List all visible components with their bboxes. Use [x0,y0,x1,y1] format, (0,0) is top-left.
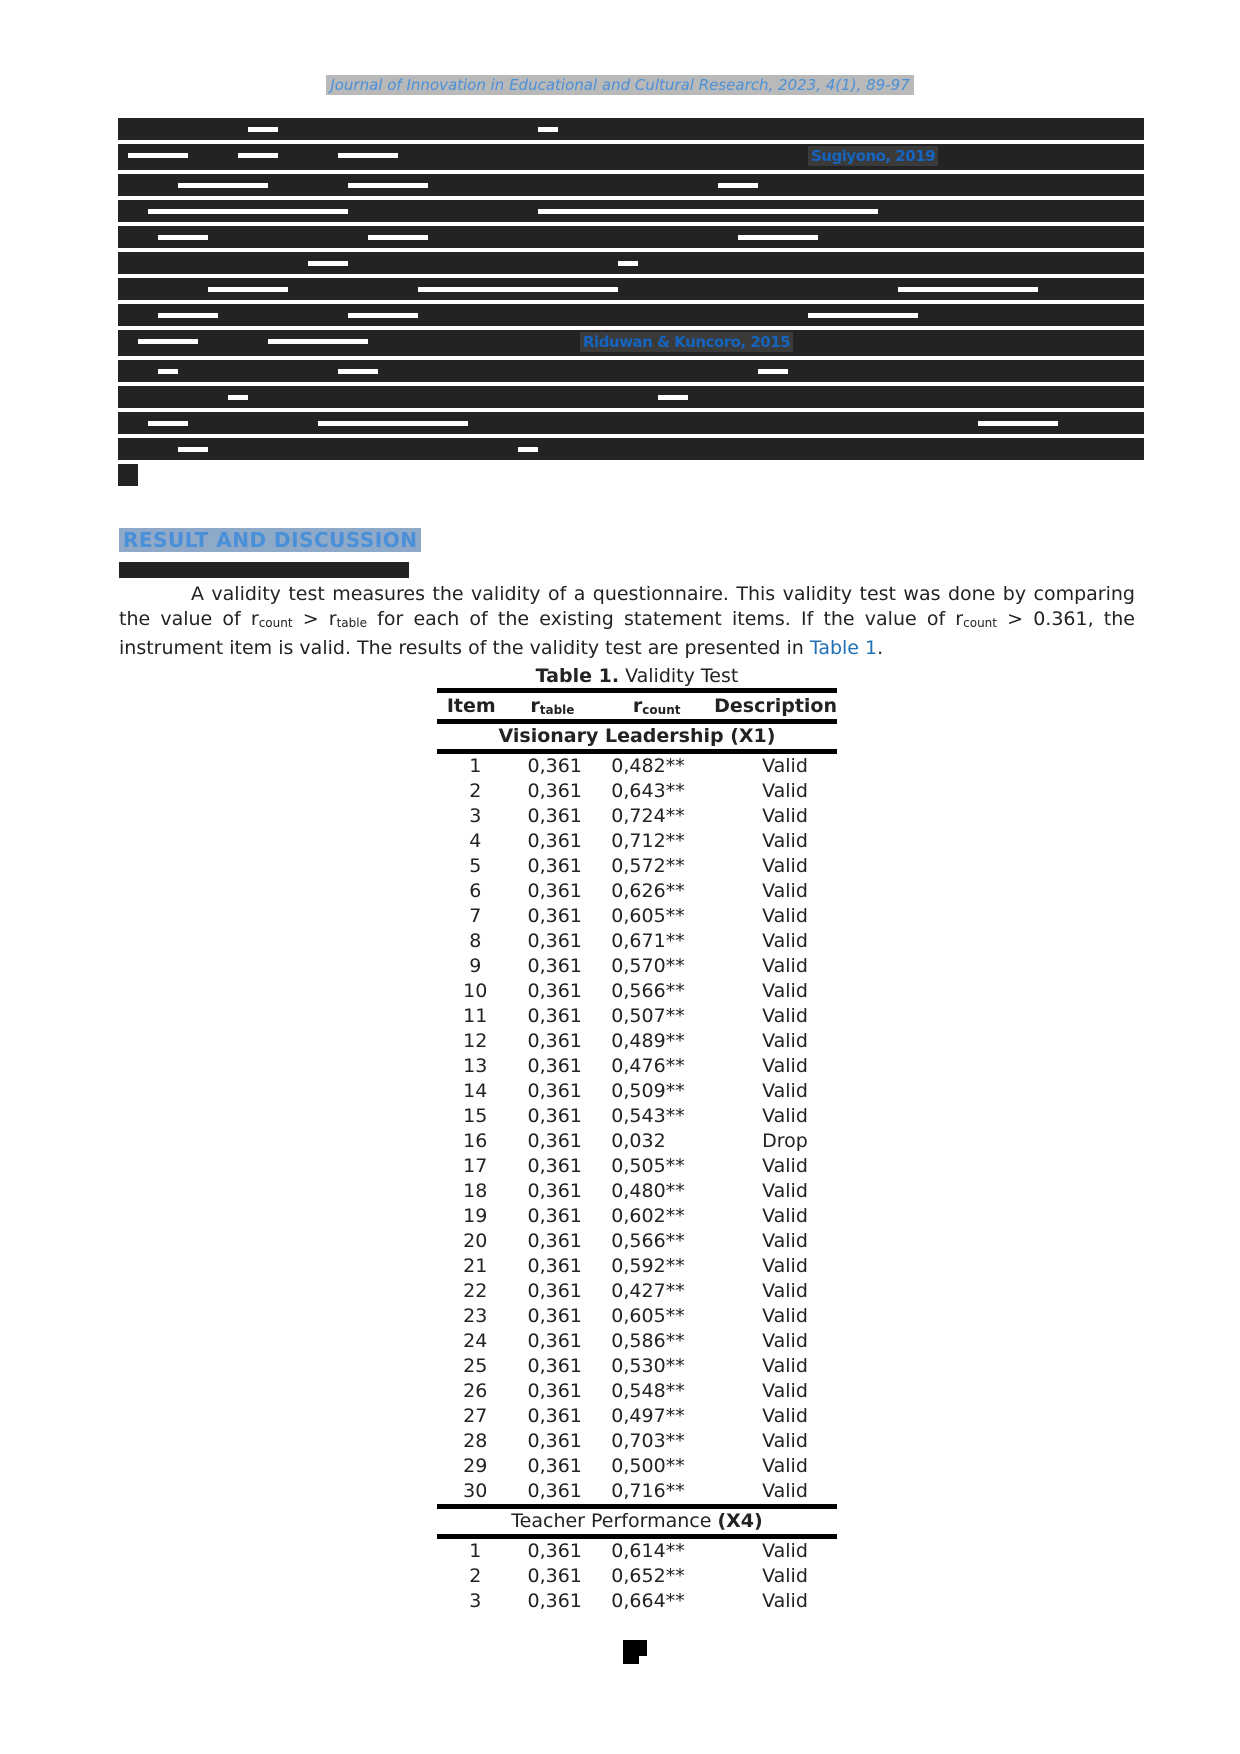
citation-link[interactable]: Riduwan & Kuncoro, 2015 [580,332,793,352]
cell-description: Valid [762,980,808,1002]
cell-item: 13 [463,1055,488,1077]
table-row [437,779,837,804]
cell-description: Valid [762,1005,808,1027]
table-row [437,1354,837,1379]
table-row [437,1429,837,1454]
cell-description: Valid [762,1280,808,1302]
cell-r-table: 0,361 [527,755,582,777]
cell-item: 22 [463,1280,488,1302]
cell-r-count: 0,724** [611,805,685,827]
cell-r-count: 0,566** [611,980,685,1002]
cell-description: Valid [762,1380,808,1402]
cell-r-count: 0,586** [611,1330,685,1352]
cell-description: Valid [762,1155,808,1177]
paragraph-text: > 0.361, the instrument item is valid. The results of the validity test are presented in [119,608,1135,659]
cell-r-table: 0,361 [527,955,582,977]
table-caption [437,664,837,688]
table-row [437,804,837,829]
cell-r-count: 0,489** [611,1030,685,1052]
cell-description: Drop [762,1130,808,1152]
cell-r-table: 0,361 [527,1355,582,1377]
table-row [437,929,837,954]
table-row [437,1589,837,1614]
cell-r-count: 0,716** [611,1480,685,1502]
cell-r-table: 0,361 [527,1405,582,1427]
cell-r-count: 0,605** [611,905,685,927]
cell-r-table: 0,361 [527,1480,582,1502]
cell-item: 29 [463,1455,488,1477]
cell-description: Valid [762,780,808,802]
cell-r-count: 0,602** [611,1205,685,1227]
cell-r-count: 0,592** [611,1255,685,1277]
cell-item: 28 [463,1430,488,1452]
cell-r-table: 0,361 [527,780,582,802]
redacted-line [118,438,1144,460]
header-r-count [599,691,714,722]
cell-item: 21 [463,1255,488,1277]
cell-item: 11 [463,1005,488,1027]
cell-r-count: 0,482** [611,755,685,777]
cell-item: 5 [469,855,482,877]
table-row [437,1254,837,1279]
cell-r-table: 0,361 [527,1380,582,1402]
redacted-line [118,174,1144,196]
cell-description: Valid [762,855,808,877]
cell-description: Valid [762,1355,808,1377]
cell-description: Valid [762,1430,808,1452]
table-header-row [437,691,837,722]
table-row [437,1304,837,1329]
cell-item: 19 [463,1205,488,1227]
subscript-count: count [258,616,293,630]
redacted-line [118,118,1144,140]
cell-r-table: 0,361 [527,855,582,877]
group-title-plain: Teacher Performance [511,1510,718,1532]
redacted-line [118,200,1144,222]
cell-r-count: 0,500** [611,1455,685,1477]
cell-description: Valid [762,930,808,952]
validity-paragraph [119,582,1135,661]
cell-item: 12 [463,1030,488,1052]
cell-r-table: 0,361 [527,980,582,1002]
redacted-line [118,252,1144,274]
cell-description: Valid [762,1405,808,1427]
subscript-table: table [336,616,367,630]
cell-description: Valid [762,905,808,927]
running-header [0,76,1240,94]
cell-description: Valid [762,1540,808,1562]
header-r-count-main: r [632,695,643,717]
subscript-count: count [963,616,997,630]
redacted-line [118,330,1144,356]
cell-item: 1 [469,1540,482,1562]
table-1-link[interactable]: Table 1 [809,637,878,659]
cell-description: Valid [762,1080,808,1102]
redacted-line [118,360,1144,382]
cell-r-count: 0,671** [611,930,685,952]
table-row [437,1129,837,1154]
cell-description: Valid [762,880,808,902]
table-row [437,1179,837,1204]
cell-r-table: 0,361 [527,1330,582,1352]
cell-r-table: 0,361 [527,1565,582,1587]
citation-link[interactable]: Sugiyono, 2019 [808,146,938,166]
caption-label: Table 1. [535,665,620,687]
cell-item: 24 [463,1330,488,1352]
table-row [437,1404,837,1429]
header-r-count-sub: count [642,703,681,717]
group-row-visionary-leadership [437,722,837,752]
group-title-bold: (X4) [717,1510,763,1532]
cell-r-table: 0,361 [527,1455,582,1477]
cell-r-table: 0,361 [527,1305,582,1327]
group-title [437,1507,837,1537]
cell-r-count: 0,566** [611,1230,685,1252]
table-row [437,1454,837,1479]
header-description: Description [714,691,837,722]
cell-r-count: 0,543** [611,1105,685,1127]
cell-r-count: 0,548** [611,1380,685,1402]
cell-r-table: 0,361 [527,1130,582,1152]
redacted-line [118,412,1144,434]
table-row [437,1479,837,1507]
table-row [437,1029,837,1054]
cell-r-count: 0,605** [611,1305,685,1327]
redacted-line [118,464,138,486]
caption-title: Validity Test [619,665,739,687]
cell-r-table: 0,361 [527,1590,582,1612]
validity-table-container [437,664,837,1614]
cell-description: Valid [762,805,808,827]
cell-r-table: 0,361 [527,1105,582,1127]
cell-r-count: 0,626** [611,880,685,902]
redacted-line [118,226,1144,248]
table-row [437,752,837,780]
cell-item: 17 [463,1155,488,1177]
cell-r-count: 0,652** [611,1565,685,1587]
section-heading: RESULT AND DISCUSSION [119,528,421,552]
cell-item: 2 [469,1565,482,1587]
cell-item: 15 [463,1105,488,1127]
cell-r-table: 0,361 [527,930,582,952]
cell-r-count: 0,530** [611,1355,685,1377]
table-row [437,1054,837,1079]
cell-item: 27 [463,1405,488,1427]
redacted-subheading [119,562,409,578]
cell-r-table: 0,361 [527,1155,582,1177]
cell-r-table: 0,361 [527,830,582,852]
cell-description: Valid [762,955,808,977]
cell-description: Valid [762,1455,808,1477]
cell-description: Valid [762,1055,808,1077]
cell-r-count: 0,509** [611,1080,685,1102]
table-row [437,829,837,854]
cell-item: 9 [469,955,482,977]
header-item: Item [437,691,505,722]
cell-r-count: 0,427** [611,1280,685,1302]
cell-r-table: 0,361 [527,1080,582,1102]
table-row [437,854,837,879]
table-row [437,1229,837,1254]
cell-item: 3 [469,805,482,827]
cell-r-count: 0,572** [611,855,685,877]
cell-description: Valid [762,1305,808,1327]
cell-r-count: 0,614** [611,1540,685,1562]
cell-r-table: 0,361 [527,1540,582,1562]
table-row [437,1537,837,1565]
table-row [437,1104,837,1129]
group-title: Visionary Leadership (X1) [437,722,837,752]
cell-item: 1 [469,755,482,777]
table-row [437,879,837,904]
cell-item: 8 [469,930,482,952]
cell-r-count: 0,712** [611,830,685,852]
cell-r-count: 0,570** [611,955,685,977]
table-row [437,1564,837,1589]
paragraph-text: > r [292,608,337,630]
table-row [437,1004,837,1029]
cell-r-table: 0,361 [527,1030,582,1052]
paragraph-text: A validity test measures the validity of a questionnaire. This validity test was done by comparing the value of r [119,583,1135,630]
cell-r-count: 0,703** [611,1430,685,1452]
cell-r-table: 0,361 [527,1280,582,1302]
cell-r-count: 0,497** [611,1405,685,1427]
cell-r-table: 0,361 [527,1205,582,1227]
cell-description: Valid [762,1205,808,1227]
cell-description: Valid [762,755,808,777]
cell-item: 14 [463,1080,488,1102]
cell-description: Valid [762,1180,808,1202]
cell-description: Valid [762,1230,808,1252]
cell-item: 10 [463,980,488,1002]
cell-r-count: 0,480** [611,1180,685,1202]
paragraph-text: . [877,637,884,659]
cell-item: 2 [469,780,482,802]
cell-item: 25 [463,1355,488,1377]
cell-r-count: 0,643** [611,780,685,802]
cell-item: 6 [469,880,482,902]
cell-r-table: 0,361 [527,1430,582,1452]
cell-item: 4 [469,830,482,852]
redacted-line [118,386,1144,408]
redacted-line [118,278,1144,300]
cell-r-count: 0,505** [611,1155,685,1177]
table-row [437,1279,837,1304]
cell-r-count: 0,507** [611,1005,685,1027]
redacted-line [118,144,1144,170]
cell-r-table: 0,361 [527,1255,582,1277]
cell-description: Valid [762,1105,808,1127]
redacted-line [118,304,1144,326]
cell-r-table: 0,361 [527,1230,582,1252]
redacted-intro-paragraphs [118,118,1144,490]
table-row [437,904,837,929]
table-row [437,954,837,979]
cell-item: 30 [463,1480,488,1502]
group-row-teacher-performance [437,1507,837,1537]
table-row [437,979,837,1004]
cell-description: Valid [762,1030,808,1052]
cell-r-table: 0,361 [527,1180,582,1202]
cell-description: Valid [762,830,808,852]
cell-r-table: 0,361 [527,905,582,927]
cell-item: 18 [463,1180,488,1202]
table-row [437,1379,837,1404]
header-r-table-sub: table [539,703,575,717]
cell-description: Valid [762,1255,808,1277]
cell-r-count: 0,032 [611,1130,666,1152]
table-row [437,1079,837,1104]
cell-item: 16 [463,1130,488,1152]
journal-citation: Journal of Innovation in Educational and Cultural Research, 2023, 4(1), 89-97 [326,75,913,95]
cell-item: 23 [463,1305,488,1327]
cell-r-table: 0,361 [527,1005,582,1027]
header-r-table-main: r [530,695,540,717]
paragraph-text: for each of the existing statement items. If the value of r [367,608,964,630]
cell-item: 3 [469,1590,482,1612]
table-row [437,1204,837,1229]
table-row [437,1329,837,1354]
cell-item: 20 [463,1230,488,1252]
cell-description: Valid [762,1565,808,1587]
cell-item: 7 [469,905,482,927]
redacted-page-number [623,1640,647,1664]
cell-r-table: 0,361 [527,1055,582,1077]
header-r-table [505,691,599,722]
table-row [437,1154,837,1179]
cell-item: 26 [463,1380,488,1402]
cell-description: Valid [762,1590,808,1612]
cell-r-count: 0,476** [611,1055,685,1077]
validity-table [437,688,837,1614]
cell-r-table: 0,361 [527,805,582,827]
cell-r-table: 0,361 [527,880,582,902]
cell-description: Valid [762,1480,808,1502]
cell-r-count: 0,664** [611,1590,685,1612]
cell-description: Valid [762,1330,808,1352]
